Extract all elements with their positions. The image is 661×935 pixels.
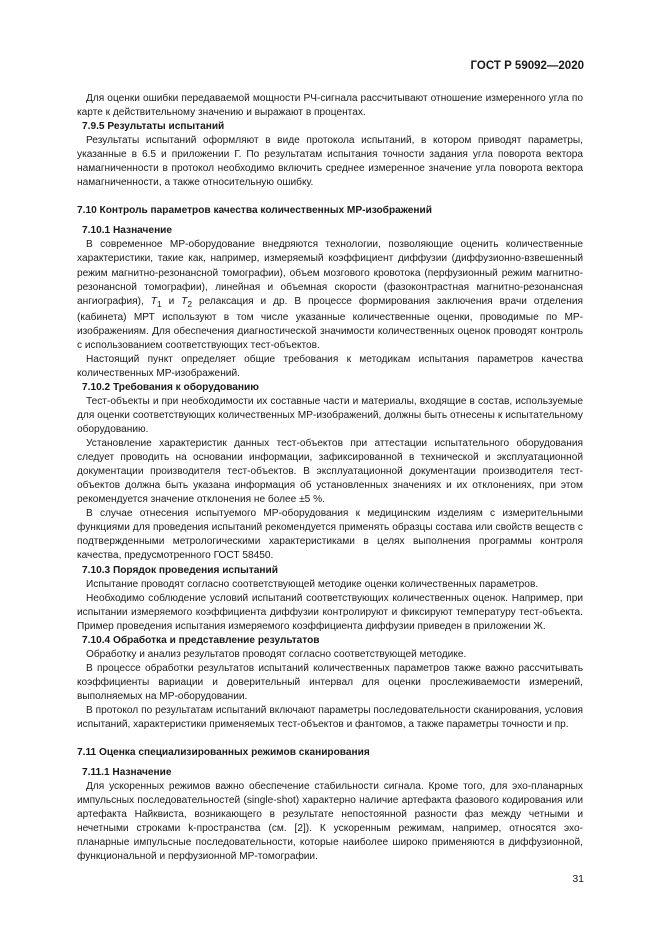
- heading-7-10: 7.10 Контроль параметров качества количественных МР-изображений: [77, 205, 432, 217]
- paragraph-intro: Для оценки ошибки передаваемой мощности РЧ-сигнала рассчитывают отношение измеренного угла по карте к действительному значению и выражают в процентах.: [77, 93, 583, 119]
- standard-id-header: ГОСТ Р 59092—2020: [470, 60, 584, 72]
- paragraph-7-10-1-a-start: В современное МР-оборудование внедряются технологии, позволяющие оценить количественные характеристики, такие как, например, измеряемый коэффициент диффузии (диффузионно-взвешенный режим магнитно-резонансной томографии), объем мозгового кровотока (перфузионный режим магнитно-резонансной томографии), линейная и объемная скорости (фазоконтрастная магнитно-резонансная ангиография),: [77, 239, 583, 307]
- paragraph-7-10-1-b: Настоящий пункт определяет общие требования к методикам испытания параметров качества количественных МР-изображений.: [77, 353, 583, 379]
- paragraph-7-10-2-a: Тест-объекты и при необходимости их составные части и материалы, входящие в состав, используемые для оценки соответствующих количественных МР-изображений, должны быть отнесены к испытательному оборудованию.: [77, 395, 583, 436]
- heading-7-10-3: 7.10.3 Порядок проведения испытаний: [82, 564, 278, 576]
- heading-7-10-1: 7.10.1 Назначение: [82, 225, 173, 237]
- heading-7-11: 7.11 Оценка специализированных режимов сканирования: [77, 747, 370, 759]
- page-number: 31: [572, 873, 584, 885]
- t2-subscript: 2: [187, 298, 193, 309]
- paragraph-7-11-1: Для ускоренных режимов важно обеспечение стабильности сигнала. Кроме того, для эхо-планарных импульсных последовательностей (single-shot) характерно наличие артефакта фазового кодирования или артефакта Найквиста, возникающего в результате непостоянной разности фаз между четными и нечетными строками k-пространства (см. [2]). К ускоренным режимам, например, относятся эхо-планарные импульсные последовательности, которые наиболее широко применяются в диффузионной, функциональной и перфузионной МР-томографии.: [77, 781, 583, 863]
- heading-7-10-4: 7.10.4 Обработка и представление результатов: [82, 634, 320, 646]
- paragraph-7-10-4-a: Обработку и анализ результатов проводят согласно соответствующей методике.: [86, 648, 467, 660]
- paragraph-7-10-4-b: В процессе обработки результатов испытаний количественных параметров также важно рассчитывать коэффициенты вариации и доверительный интервал для оценки прослеживаемости измерений, выполняемых на МР-оборудовании.: [77, 662, 583, 702]
- paragraph-7-10-2-b: Установление характеристик данных тест-объектов при аттестации испытательного оборудования следует проводить на основании информации, зафиксированной в технической и эксплуатационной документации производителя тест-объектов. В эксплуатационной документации производителя тест-объектов должна быть указана информация об установленных значениях и их отклонениях, при этом рекомендуется значение отклонения не более ±5 %.: [77, 438, 583, 506]
- paragraph-7-10-2-c: В случае отнесения испытуемого МР-оборудования к медицинским изделиям с измерительными функциями для проведения испытаний рекомендуется применять образцы состава или свойств веществ с подтвержденными метрологическими характеристиками в целях выполнения программы контроля качества, предусмотренного ГОСТ 58450.: [77, 508, 583, 562]
- paragraph-7-10-4-c: В протокол по результатам испытаний включают параметры последовательности сканирования, условия испытаний, характеристики применяемых тест-объектов и фантомов, а также параметры точности и пр.: [77, 705, 583, 731]
- heading-7-11-1: 7.11.1 Назначение: [82, 767, 172, 779]
- t1-subscript: 1: [156, 298, 162, 309]
- paragraph-7-10-1-a-end: релаксация и др. В процессе формирования заключения врачи отделения (кабинета) МРТ используют в том числе указанные количественные оценки, проводимые по МР-изображениям. Для обеспечения диагностической значимости количественных оценок проводят контроль с использованием соответствующих тест-объектов.: [77, 295, 583, 351]
- and-word: и: [161, 295, 182, 307]
- paragraph-7-9-5: Результаты испытаний оформляют в виде протокола испытаний, в котором приводят параметры, указанные в 6.5 и приложении Г. По результатам испытания точности задания угла поворота вектора намагниченности в протокол необходимо включить среднее измеренное значение угла поворота вектора намагниченности, а также относительную ошибку.: [77, 135, 583, 189]
- t1-symbol: T: [150, 295, 157, 307]
- page-content: [77, 92, 583, 864]
- paragraph-7-10-3-a: Испытание проводят согласно соответствующей методике оценки количественных параметров.: [86, 578, 539, 590]
- heading-7-10-2: 7.10.2 Требования к оборудованию: [82, 381, 259, 393]
- paragraph-7-10-3-b: Необходимо соблюдение условий испытаний соответствующих количественных оценок. Например, при испытании измеряемого коэффициента диффузии контролируют и фиксируют температуру тест-объекта. Пример проведения испытания измеряемого коэффициента диффузии приведен в приложении Ж.: [77, 592, 583, 632]
- t2-symbol: T: [181, 295, 188, 307]
- heading-7-9-5: 7.9.5 Результаты испытаний: [82, 121, 225, 133]
- paragraph-7-10-1-a: [77, 238, 583, 352]
